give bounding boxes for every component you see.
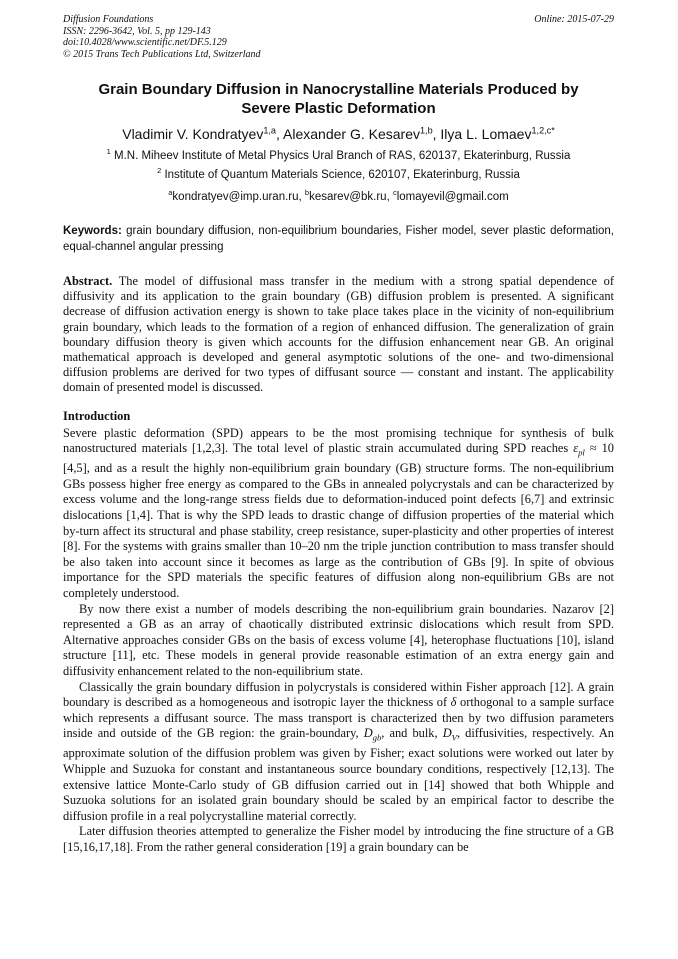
- intro-paragraph-3: [63, 680, 614, 825]
- email-link[interactable]: kondratyev@imp.uran.ru,: [172, 191, 305, 203]
- affiliation-2: [63, 168, 614, 183]
- paragraph-text: Severe plastic deformation (SPD) appears to be the most promising technique for synthesis of bulk nanostructured materials [1,2,3]. The total level of plastic strain accumulated during SPD reaches: [63, 425, 614, 456]
- keywords-label: Keywords:: [63, 225, 122, 237]
- paragraph-text: orthogonal to a sample surface which represents a diffusant source. The mass transport is characterized then by two diffusion parameters inside and outside of the GB region: the grain-boundary,: [63, 695, 614, 741]
- email-link[interactable]: lomayevil@gmail.com: [396, 191, 509, 203]
- journal-info: [63, 14, 261, 60]
- abstract-text: The model of diffusional mass transfer in the medium with a strong spatial dependence of diffusivity and its application to the grain boundary (GB) diffusion problem is presented. A significant decrease of diffusion activation energy is shown to take place takes place in the vicinity of non-equilibrium grain boundary, which leads to the formation of a region of enhanced diffusion. The generalization of grain boundary diffusion theory is given which accounts for the diffusion enhancement near GB. An original mathematical approach is developed and general asymptotic solutions of the one- and two-dimensional diffusion problems are derived for two types of diffusant source — constant and instant. The applicability domain of presented model is discussed.: [63, 274, 614, 395]
- abstract-label: Abstract.: [63, 274, 113, 288]
- paragraph-text: Classically the grain boundary diffusion in polycrystals is considered within Fisher approach [12]. A grain boundary is described as a homogeneous and isotropic layer the thickness of: [63, 679, 614, 710]
- title-line-2: Severe Plastic Deformation: [241, 100, 436, 117]
- email-list: [63, 190, 614, 205]
- dv-subscript: V: [451, 732, 457, 743]
- keywords: [63, 224, 614, 255]
- page-header: [63, 14, 614, 60]
- affiliation-sup: 1: [106, 147, 111, 157]
- journal-name: Diffusion Foundations: [63, 14, 154, 25]
- email-sup: b: [304, 188, 310, 198]
- delta-symbol: δ: [450, 695, 457, 710]
- intro-paragraph-2: By now there exist a number of models describing the non-equilibrium grain boundaries. Nazarov [2] represented a GB as an array of chaotically distributed extrinsic dislocations which result from SPD. Alternative approaches consider GBs on the basis of excess volume [4], heterophase fluctuations [10], island structure [11], etc. These models in general provide reasonable estimation of an extra energy gain and diffusivity enhancement related to the non-equilibrium state.: [63, 601, 614, 678]
- paper-title: [63, 80, 614, 118]
- copyright: © 2015 Trans Tech Publications Ltd, Switzerland: [63, 48, 261, 60]
- issn: ISSN: 2296-3642, Vol. 5, pp 129-143: [63, 25, 211, 37]
- author-sup: 1,a: [263, 125, 276, 136]
- paragraph-text: ≈ 10 [4,5], and as a result the highly non-equilibrium grain boundary (GB) structure forms. The non-equilibrium GBs possess higher free energy as compared to the GBs in annealed polycrystals and can be characterized by excess volume and the long-range stress fields due to deformation-induced point defects [6,7] and extrinsic dislocations [1,4]. That is why the SPD leads to drastic change of diffusion properties of the material which by-turn affect its structural and phase stability, creep resistance, super-plasticity and other properties of interest [8]. For the systems with grains smaller than 10–20 nm the triple junction contribution to mass transfer should be also taken into account since it becomes as large as the contribution of GBs [9]. In spite of obvious importance for the SPD materials the specific features of diffusion along non-equilibrium GBs are not completely understood.: [63, 441, 614, 601]
- author-sup: 1,b: [419, 125, 433, 136]
- dv-symbol: D: [442, 726, 452, 741]
- affiliation-sup: 2: [157, 166, 162, 176]
- article-body: [63, 80, 614, 856]
- author-name: Alexander G. Kesarev: [283, 126, 420, 142]
- doi: doi:10.4028/www.scientific.net/DF.5.129: [63, 37, 227, 48]
- online-date: Online: 2015-07-29: [534, 14, 614, 25]
- paragraph-text: , and bulk,: [381, 726, 443, 741]
- affiliation-1: [63, 149, 614, 164]
- title-line-1: Grain Boundary Diffusion in Nanocrystalline Materials Produced by: [98, 81, 579, 98]
- abstract: [63, 274, 614, 396]
- section-heading-introduction: Introduction: [63, 408, 131, 423]
- author-sep: ,: [432, 126, 441, 142]
- paragraph-text: , diffusivities, respectively. An approximate solution of the diffusion problem was given by Fisher; exact solutions were worked out later by Whipple and Suzuoka for constant and instantaneous source boundary conditions, respectively [12,13]. The extensive lattice Monte-Carlo study of GB diffusion carried out in [14] showed that both Whipple and Suzuoka solutions for an isolated grain boundary should be scaled by an empirical factor to describe the diffusion profile in a real polycrystalline material correctly.: [63, 726, 614, 823]
- author-list: [63, 125, 614, 143]
- author-sep: ,: [276, 126, 284, 142]
- affiliation-text: Institute of Quantum Materials Science, 620107, Ekaterinburg, Russia: [164, 169, 520, 181]
- intro-paragraph-4: Later diffusion theories attempted to generalize the Fisher model by introducing the fine structure of a GB [15,16,17,18]. From the rather general consideration [19] a grain boundary can be: [63, 824, 614, 854]
- dgb-subscript: gb: [372, 732, 382, 743]
- epsilon-symbol: ε: [573, 441, 579, 456]
- email-sup: a: [168, 188, 173, 198]
- author-name: Vladimir V. Kondratyev: [122, 126, 264, 142]
- epsilon-subscript: pl: [578, 447, 585, 458]
- email-link[interactable]: kesarev@bk.ru,: [309, 191, 393, 203]
- intro-paragraph-1: [63, 426, 614, 602]
- email-sup: c: [392, 188, 397, 198]
- affiliation-text: M.N. Miheev Institute of Metal Physics Ural Branch of RAS, 620137, Ekaterinburg, Russia: [113, 150, 571, 162]
- dgb-symbol: D: [363, 726, 373, 741]
- author-name: Ilya L. Lomaev: [440, 126, 532, 142]
- keywords-text: grain boundary diffusion, non-equilibrium boundaries, Fisher model, sever plastic deformation, equal-channel angular pressing: [63, 225, 615, 253]
- author-sup: 1,2,c*: [531, 125, 555, 136]
